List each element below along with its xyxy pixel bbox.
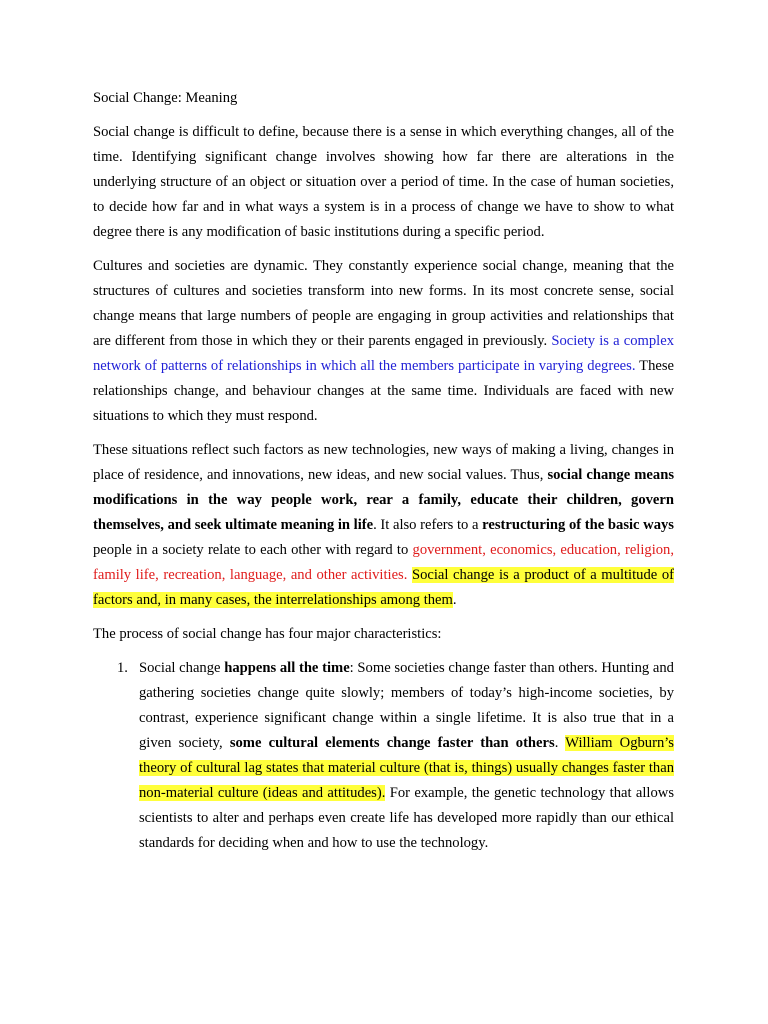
highlighted-sentence-ogburn: William Ogburn’s theory of cultural lag states that material culture (that is, things) usually changes faster than non-material culture (ideas and attitudes). <box>139 735 674 801</box>
red-phrase-institutions: government, economics, education, religion, family life, recreation, language, and other activities. <box>93 542 674 583</box>
bold-phrase-all-the-time: happens all the time <box>224 660 350 676</box>
paragraph-3-text-c: . It also refers to a <box>373 517 483 533</box>
bold-phrase-restructuring: restructuring of the basic ways <box>482 517 674 533</box>
list-item-number: 1. <box>117 660 128 676</box>
list-item-text-c: : Some societies change faster than others. Hunting and gathering societies change quite slowly; members of today’s high-income societies, by contrast, experience significant change within a single lifetime. It is also true that in a given society, <box>139 660 674 751</box>
paragraph-2 <box>93 254 674 429</box>
characteristics-list <box>93 656 674 856</box>
paragraph-1: Social change is difficult to define, because there is a sense in which everything changes, all of the time. Identifying significant change involves showing how far there are alterations in the underlying structure of an object or situation over a period of time. In the case of human societies, to decide how far and in what ways a system is in a process of change we have to show to what degree there is any modification of basic institutions during a specific period. <box>93 124 674 240</box>
blue-sentence: Society is a complex network of patterns of relationships in which all the members participate in varying degrees. <box>93 333 675 374</box>
paragraph-2-text-a: Cultures and societies are dynamic. They constantly experience social change, meaning that the structures of cultures and societies transform into new forms. In its most concrete sense, social change means that large numbers of people are engaging in group activities and relationships that are different from those in which they or their parents engaged in previously. <box>93 258 674 349</box>
paragraph-3 <box>93 438 674 613</box>
paragraph-4: The process of social change has four major characteristics: <box>93 626 442 642</box>
document-title: Social Change: Meaning <box>93 90 238 106</box>
bold-phrase-modifications: social change means modifications in the way people work, rear a family, educate their children, govern themselves, and seek ultimate meaning in life <box>93 467 674 533</box>
paragraph-3-text-a: These situations reflect such factors as new technologies, new ways of making a living, changes in place of residence, and innovations, new ideas, and new social values. Thus, <box>93 442 674 483</box>
list-item-text-a: Social change <box>139 660 225 676</box>
document-page <box>93 86 674 856</box>
list-item <box>93 656 674 856</box>
paragraph-3-period: . <box>452 592 457 608</box>
paragraph-2-text-c: These relationships change, and behaviour changes at the same time. Individuals are faced with new situations to which they must respond. <box>93 358 674 424</box>
list-item-text-e: . <box>554 735 566 751</box>
list-item-text-g: For example, the genetic technology that allows scientists to alter and perhaps even create life has developed more rapidly than our ethical standards for deciding when and how to use the technology. <box>139 785 675 851</box>
bold-phrase-cultural-elements: some cultural elements change faster than others <box>229 735 555 751</box>
highlighted-sentence-factors: Social change is a product of a multitude of factors and, in many cases, the interrelationships among them <box>93 567 674 608</box>
paragraph-3-text-e: people in a society relate to each other with regard to <box>93 542 413 558</box>
